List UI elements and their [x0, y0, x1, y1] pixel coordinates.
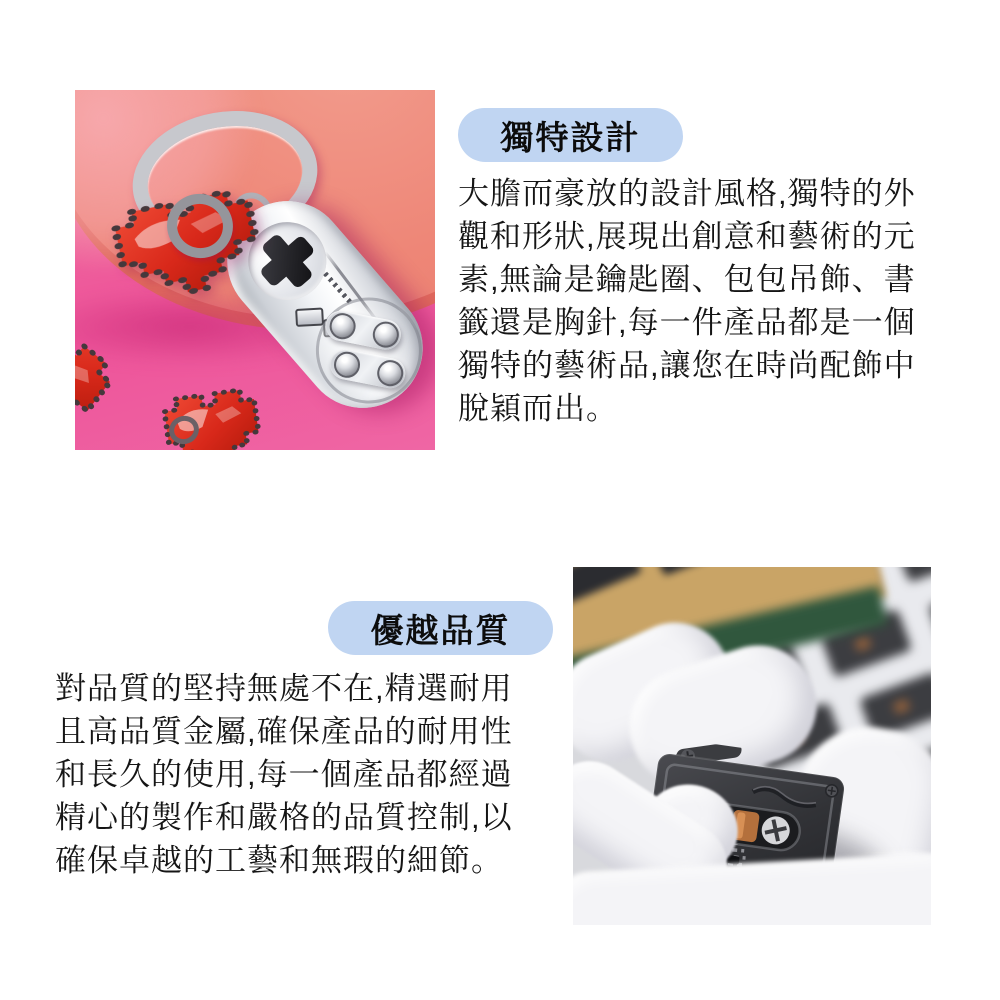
paragraph-line: 精心的製作和嚴格的品質控制,以	[55, 800, 513, 835]
paragraph-line: 觀和形狀,展現出創意和藝術的元	[458, 219, 916, 254]
button-dome	[332, 350, 362, 380]
blurred-charm	[573, 567, 642, 607]
button-dome	[371, 319, 401, 349]
button-dome	[375, 358, 405, 388]
design-paragraph	[458, 172, 963, 430]
blurred-cassette	[928, 578, 931, 647]
design-photo	[75, 90, 435, 450]
paragraph-line: 對品質的堅持無處不在,精選耐用	[55, 671, 513, 706]
quality-badge-label: 優越品質	[370, 611, 511, 649]
paragraph-line: 脫穎而出。	[458, 391, 618, 426]
paragraph-line: 大膽而豪放的設計風格,獨特的外	[458, 176, 916, 211]
design-badge-label: 獨特設計	[500, 118, 641, 156]
blurred-cassette	[894, 567, 931, 583]
paragraph-line: 且高品質金屬,確保產品的耐用性	[55, 714, 513, 749]
paragraph-line: 素,無論是鑰匙圈、包包吊飾、書	[458, 262, 916, 297]
blurred-charm	[650, 567, 730, 576]
quality-badge	[328, 601, 553, 655]
paragraph-line: 確保卓越的工藝和無瑕的細節。	[55, 843, 503, 878]
button-dome	[327, 311, 357, 341]
paragraph-line: 獨特的藝術品,讓您在時尚配飾中	[458, 348, 916, 383]
quality-paragraph	[55, 667, 560, 882]
paragraph-line: 籤還是胸針,每一件產品都是一個	[458, 305, 916, 340]
select-button	[295, 308, 324, 327]
design-badge	[458, 108, 683, 162]
quality-photo	[573, 567, 931, 925]
paragraph-line: 和長久的使用,每一個產品都經過	[55, 757, 513, 792]
